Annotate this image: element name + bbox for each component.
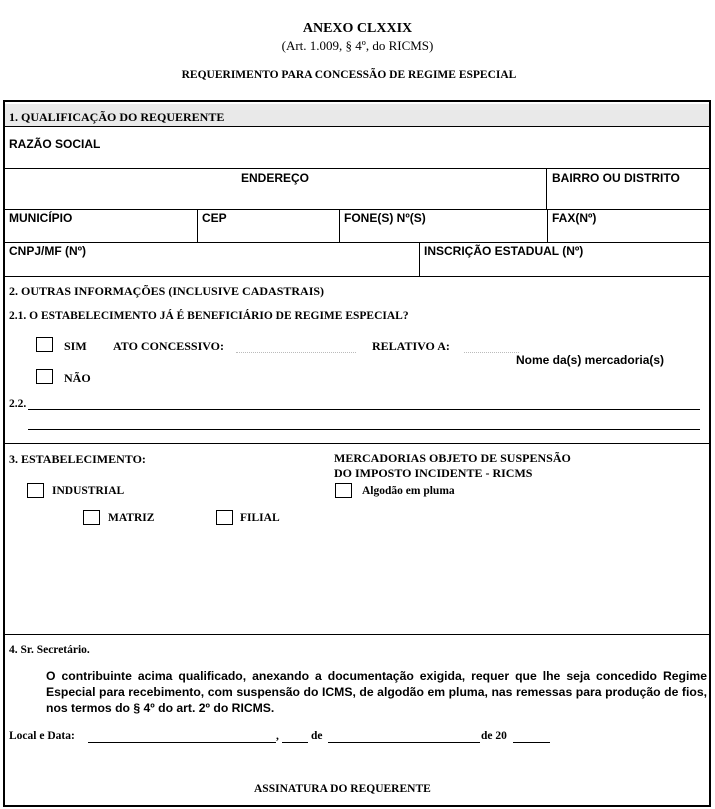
question-2-2-line-2[interactable]	[28, 429, 700, 430]
bairro-field[interactable]	[547, 186, 709, 208]
day-field[interactable]	[282, 742, 308, 743]
bairro-label: BAIRRO OU DISTRITO	[552, 171, 680, 185]
fones-field[interactable]	[340, 226, 546, 241]
cep-label: CEP	[202, 211, 227, 225]
endereco-label: ENDEREÇO	[240, 171, 309, 185]
comma: ,	[276, 730, 279, 742]
filial-checkbox[interactable]	[216, 510, 233, 525]
divider	[5, 242, 709, 243]
cep-field[interactable]	[198, 226, 338, 241]
divider	[419, 242, 420, 276]
divider	[5, 634, 709, 635]
mercadorias-heading-line1: MERCADORIAS OBJETO DE SUSPENSÃO	[334, 451, 571, 465]
filial-label: FILIAL	[240, 512, 280, 524]
nome-mercadoria-label: Nome da(s) mercadoria(s)	[516, 353, 665, 367]
year-field[interactable]	[513, 742, 550, 743]
razao-social-label: RAZÃO SOCIAL	[9, 137, 101, 151]
ato-concessivo-field[interactable]	[236, 352, 356, 353]
industrial-label: INDUSTRIAL	[52, 485, 125, 497]
local-data-label: Local e Data:	[9, 730, 75, 742]
industrial-checkbox[interactable]	[27, 483, 44, 498]
relativo-field[interactable]	[464, 352, 519, 353]
relativo-label: RELATIVO A:	[372, 339, 450, 353]
section4-heading: 4. Sr. Secretário.	[9, 644, 90, 656]
question-2-1: 2.1. O ESTABELECIMENTO JÁ É BENEFICIÁRIO DE REGIME ESPECIAL?	[9, 310, 409, 322]
matriz-checkbox[interactable]	[83, 510, 100, 525]
matriz-label: MATRIZ	[108, 512, 155, 524]
signature-label: ASSINATURA DO REQUERENTE	[254, 783, 431, 795]
nao-checkbox[interactable]	[36, 369, 53, 384]
fax-label: FAX(Nº)	[552, 211, 597, 225]
cnpj-field[interactable]	[5, 259, 417, 275]
municipio-field[interactable]	[5, 226, 195, 241]
question-2-2: 2.2.	[9, 398, 27, 410]
inscricao-field[interactable]	[421, 259, 709, 275]
fones-label: FONE(S) Nº(S)	[344, 211, 426, 225]
requerimento-paragraph: O contribuinte acima qualificado, anexando a documentação exigida, requer que lhe seja concedido Regime Especial para recebimento, com suspensão do ICMS, de algodão em pluma, nas remessas para produção de fios, nos termos do § 4º do art. 2º do RICMS.	[46, 669, 707, 715]
ato-concessivo-label: ATO CONCESSIVO:	[113, 339, 225, 353]
divider	[5, 276, 709, 277]
algodao-checkbox[interactable]	[335, 483, 352, 498]
local-field[interactable]	[88, 742, 276, 743]
annex-title: ANEXO CLXXIX	[302, 21, 413, 36]
de-20-label: de 20	[481, 730, 507, 742]
municipio-label: MUNICÍPIO	[9, 211, 73, 225]
sim-label: SIM	[64, 339, 87, 353]
question-2-2-line-1[interactable]	[28, 409, 700, 410]
endereco-field[interactable]	[5, 186, 545, 208]
form-title: REQUERIMENTO PARA CONCESSÃO DE REGIME ESPECIAL	[181, 69, 517, 81]
divider	[5, 168, 709, 169]
razao-social-field[interactable]	[5, 152, 709, 168]
sim-checkbox[interactable]	[36, 337, 53, 352]
divider	[5, 443, 709, 444]
section3-heading: 3. ESTABELECIMENTO:	[9, 452, 146, 466]
divider	[5, 126, 709, 127]
section2-heading: 2. OUTRAS INFORMAÇÕES (INCLUSIVE CADASTRAIS)	[9, 284, 325, 298]
annex-subtitle: (Art. 1.009, § 4º, do RICMS)	[281, 38, 434, 53]
nao-label: NÃO	[64, 371, 91, 385]
inscricao-label: INSCRIÇÃO ESTADUAL (Nº)	[424, 244, 584, 258]
month-field[interactable]	[328, 742, 480, 743]
algodao-label: Algodão em pluma	[362, 485, 455, 497]
section1-heading: 1. QUALIFICAÇÃO DO REQUERENTE	[9, 110, 225, 124]
mercadorias-heading-line2: DO IMPOSTO INCIDENTE - RICMS	[334, 466, 533, 480]
fax-field[interactable]	[548, 226, 709, 241]
cnpj-label: CNPJ/MF (Nº)	[9, 244, 87, 258]
de-label: de	[311, 730, 323, 742]
divider	[5, 209, 709, 210]
